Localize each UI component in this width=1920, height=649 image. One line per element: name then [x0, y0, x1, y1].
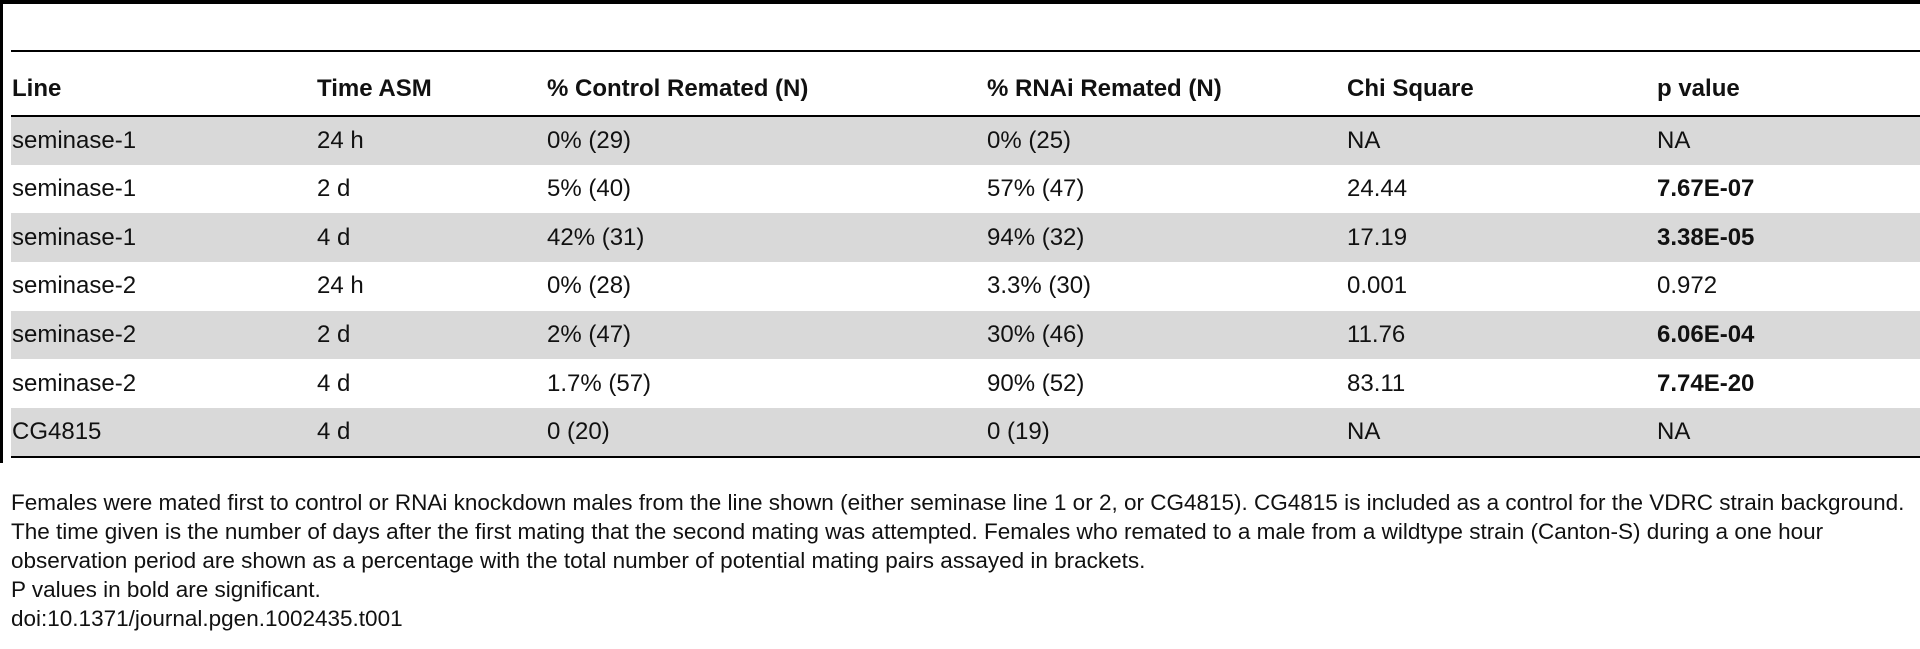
cell-line: CG4815: [11, 408, 316, 457]
table-body: [11, 116, 1920, 457]
table-row: [11, 408, 1920, 457]
header-rnai-remated: % RNAi Remated (N): [986, 62, 1346, 116]
cell-time: 2 d: [317, 175, 351, 203]
cell-p-value: 3.38E-05: [1656, 213, 1920, 262]
footnote-description: Females were mated first to control or RNAi knockdown males from the line shown (either seminase line 1 or 2, or CG4815). CG4815 is included as a control for the VDRC strain background. The time given is the number of days after the first mating that the second mating was attempted. Females who remated to a male from a wildtype strain (Canton-S) during a one hour observation period are shown as a percentage with the total number of potential mating pairs assayed in brackets.: [11, 490, 1905, 573]
cell-p-value: 0.972: [1657, 272, 1718, 300]
cell-chi-square: 17.19: [1346, 213, 1656, 262]
cell-line: seminase-2: [11, 311, 316, 360]
cell-line: seminase-2: [12, 369, 137, 397]
table-row: [11, 359, 1920, 408]
cell-line: seminase-1: [12, 175, 137, 203]
cell-time: 4 d: [316, 408, 546, 457]
cell-rnai: 94% (32): [986, 213, 1346, 262]
cell-control: 1.7% (57): [547, 369, 652, 397]
cell-chi-square: 0.001: [1347, 272, 1408, 300]
header-top-rule: [11, 50, 1920, 52]
cell-control: 2% (47): [546, 311, 986, 360]
table-row: [11, 262, 1920, 311]
header-line: Line: [11, 62, 316, 116]
cell-chi-square: NA: [1346, 116, 1656, 165]
cell-line: seminase-1: [11, 213, 316, 262]
cell-time: 4 d: [316, 213, 546, 262]
cell-rnai: 0% (25): [986, 116, 1346, 165]
table-row: [11, 213, 1920, 262]
cell-chi-square: 11.76: [1346, 311, 1656, 360]
cell-rnai: 30% (46): [986, 311, 1346, 360]
cell-control: 0% (29): [546, 116, 986, 165]
cell-p-value: NA: [1656, 116, 1920, 165]
cell-control: 42% (31): [546, 213, 986, 262]
header-chi-square: Chi Square: [1346, 62, 1656, 116]
cell-time: 2 d: [316, 311, 546, 360]
header-p-value: p value: [1656, 62, 1920, 116]
cell-time: 24 h: [317, 272, 364, 300]
cell-line: seminase-2: [12, 272, 137, 300]
cell-p-value: 7.74E-20: [1657, 369, 1755, 397]
table-footnote: [11, 488, 1916, 633]
cell-control: 0% (28): [547, 272, 632, 300]
cell-rnai: 3.3% (30): [987, 272, 1092, 300]
table-header-row: [11, 62, 1920, 116]
cell-rnai: 0 (19): [986, 408, 1346, 457]
cell-control: 0 (20): [546, 408, 986, 457]
table-row: [11, 311, 1920, 360]
cell-rnai: 57% (47): [987, 175, 1085, 203]
header-time-asm: Time ASM: [316, 62, 546, 116]
cell-chi-square: 24.44: [1347, 175, 1408, 203]
cell-time: 24 h: [316, 116, 546, 165]
cell-control: 5% (40): [547, 175, 632, 203]
footnote-significance: P values in bold are significant.: [11, 577, 321, 602]
header-control-remated: % Control Remated (N): [546, 62, 986, 116]
cell-chi-square: NA: [1346, 408, 1656, 457]
cell-p-value: 7.67E-07: [1657, 175, 1755, 203]
cell-rnai: 90% (52): [987, 369, 1085, 397]
cell-p-value: NA: [1656, 408, 1920, 457]
left-rule: [0, 0, 3, 463]
remating-table: [11, 62, 1920, 458]
top-rule: [0, 0, 1920, 4]
cell-p-value: 6.06E-04: [1656, 311, 1920, 360]
table-row: [11, 116, 1920, 165]
cell-chi-square: 83.11: [1347, 369, 1406, 397]
table-row: [11, 165, 1920, 214]
footnote-doi: doi:10.1371/journal.pgen.1002435.t001: [11, 606, 403, 631]
cell-line: seminase-1: [11, 116, 316, 165]
cell-time: 4 d: [317, 369, 351, 397]
